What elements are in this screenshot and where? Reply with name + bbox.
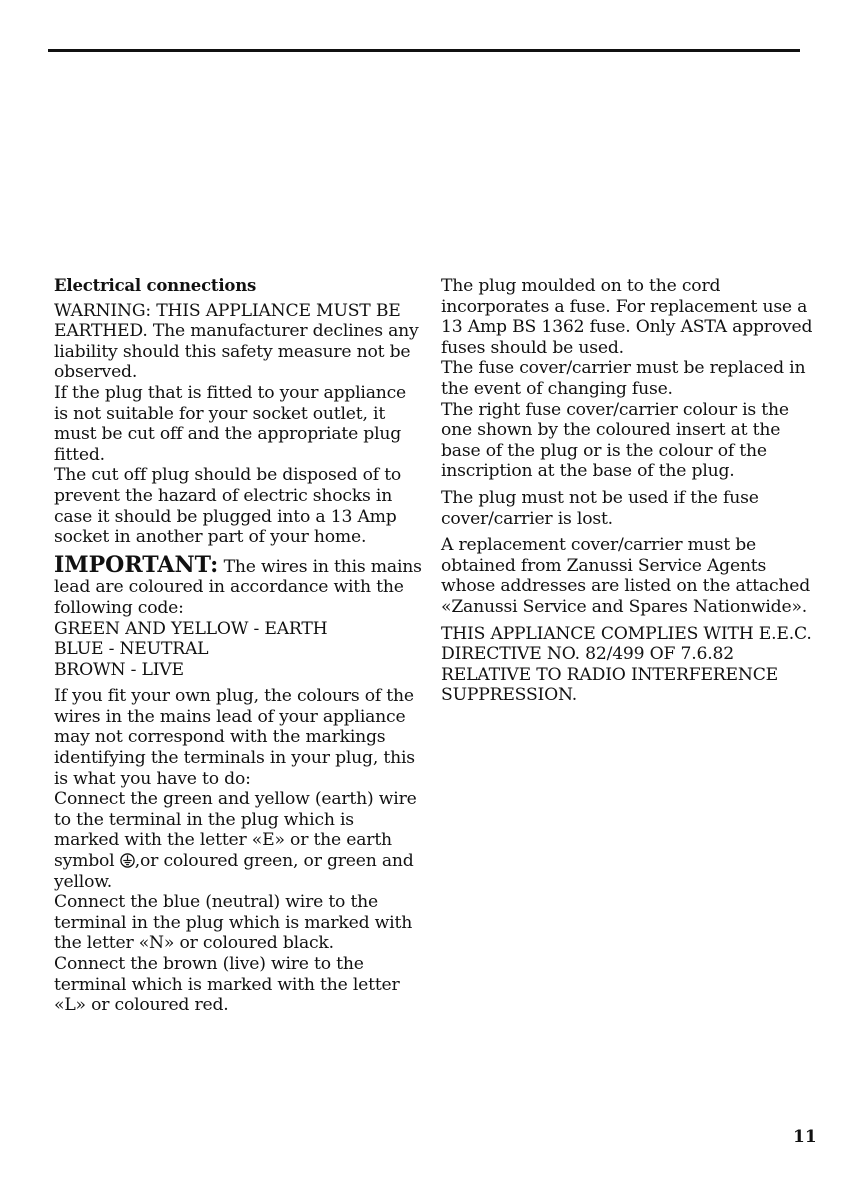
page-number: 11	[793, 1127, 817, 1147]
own-plug-text: If you fit your own plug, the colours of the wires in the mains lead of your appliance may not correspond with the markings identifying the terminals in your plug, this is what you have to do:	[54, 686, 415, 789]
earth-symbol-icon	[120, 853, 135, 868]
compliance-text: THIS APPLIANCE COMPLIES WITH E.E.C. DIRECTIVE NO. 82/499 OF 7.6.82 RELATIVE TO RADIO INTERFERENCE SUPPRESSION.	[441, 623, 812, 706]
important-label: IMPORTANT:	[54, 551, 219, 578]
code-earth: GREEN AND YELLOW - EARTH	[54, 618, 328, 639]
cut-off-plug-text: The cut off plug should be disposed of to prevent the hazard of electric shocks in case it should be plugged into a 13 Amp socket in another part of your home.	[54, 465, 402, 548]
top-rule	[48, 49, 800, 52]
code-live: BROWN - LIVE	[54, 659, 184, 680]
replacement-text: A replacement cover/carrier must be obtained from Zanussi Service Agents whose addresses are listed on the attached «Zanussi Service and Spares Nationwide».	[441, 535, 811, 617]
connect-earth-text-a: Connect the green and yellow (earth) wire to the terminal in the plug which is marked with the letter «E» or the earth symbol	[54, 789, 417, 872]
connect-live-text: Connect the brown (live) wire to the terminal which is marked with the letter «L» or coloured red.	[54, 954, 400, 1016]
plug-not-suitable-text: If the plug that is fitted to your appliance is not suitable for your socket outlet, it must be cut off and the appropriate plug fitted.	[54, 382, 407, 465]
connect-earth-paragraph	[54, 789, 422, 892]
fuse-paragraph-2: The fuse cover/carrier must be replaced in the event of changing fuse.	[441, 358, 806, 399]
section-heading: Electrical connections	[54, 276, 257, 295]
fuse-paragraph-4: The plug must not be used if the fuse cover/carrier is lost.	[441, 487, 759, 529]
important-text: The wires in this mains lead are coloured in accordance with the following code:	[54, 556, 422, 618]
fuse-paragraph-3: The right fuse cover/carrier colour is the one shown by the coloured insert at the base of the plug or is the colour of the inscription at the base of the plug.	[441, 399, 789, 482]
right-column	[441, 276, 816, 706]
connect-earth-text-b: ,or coloured green, or green and yellow.	[54, 851, 414, 892]
left-column	[54, 276, 422, 1016]
important-paragraph	[54, 551, 422, 619]
warning-text: WARNING: THIS APPLIANCE MUST BE EARTHED. The manufacturer declines any liability should this safety measure not be observed.	[54, 300, 419, 383]
code-neutral: BLUE - NEUTRAL	[54, 639, 209, 660]
fuse-paragraph-1: The plug moulded on to the cord incorporates a fuse. For replacement use a 13 Amp BS 1362 fuse. Only ASTA approved fuses should be used.	[441, 276, 813, 358]
connect-neutral-text: Connect the blue (neutral) wire to the terminal in the plug which is marked with the letter «N» or coloured black.	[54, 892, 413, 954]
